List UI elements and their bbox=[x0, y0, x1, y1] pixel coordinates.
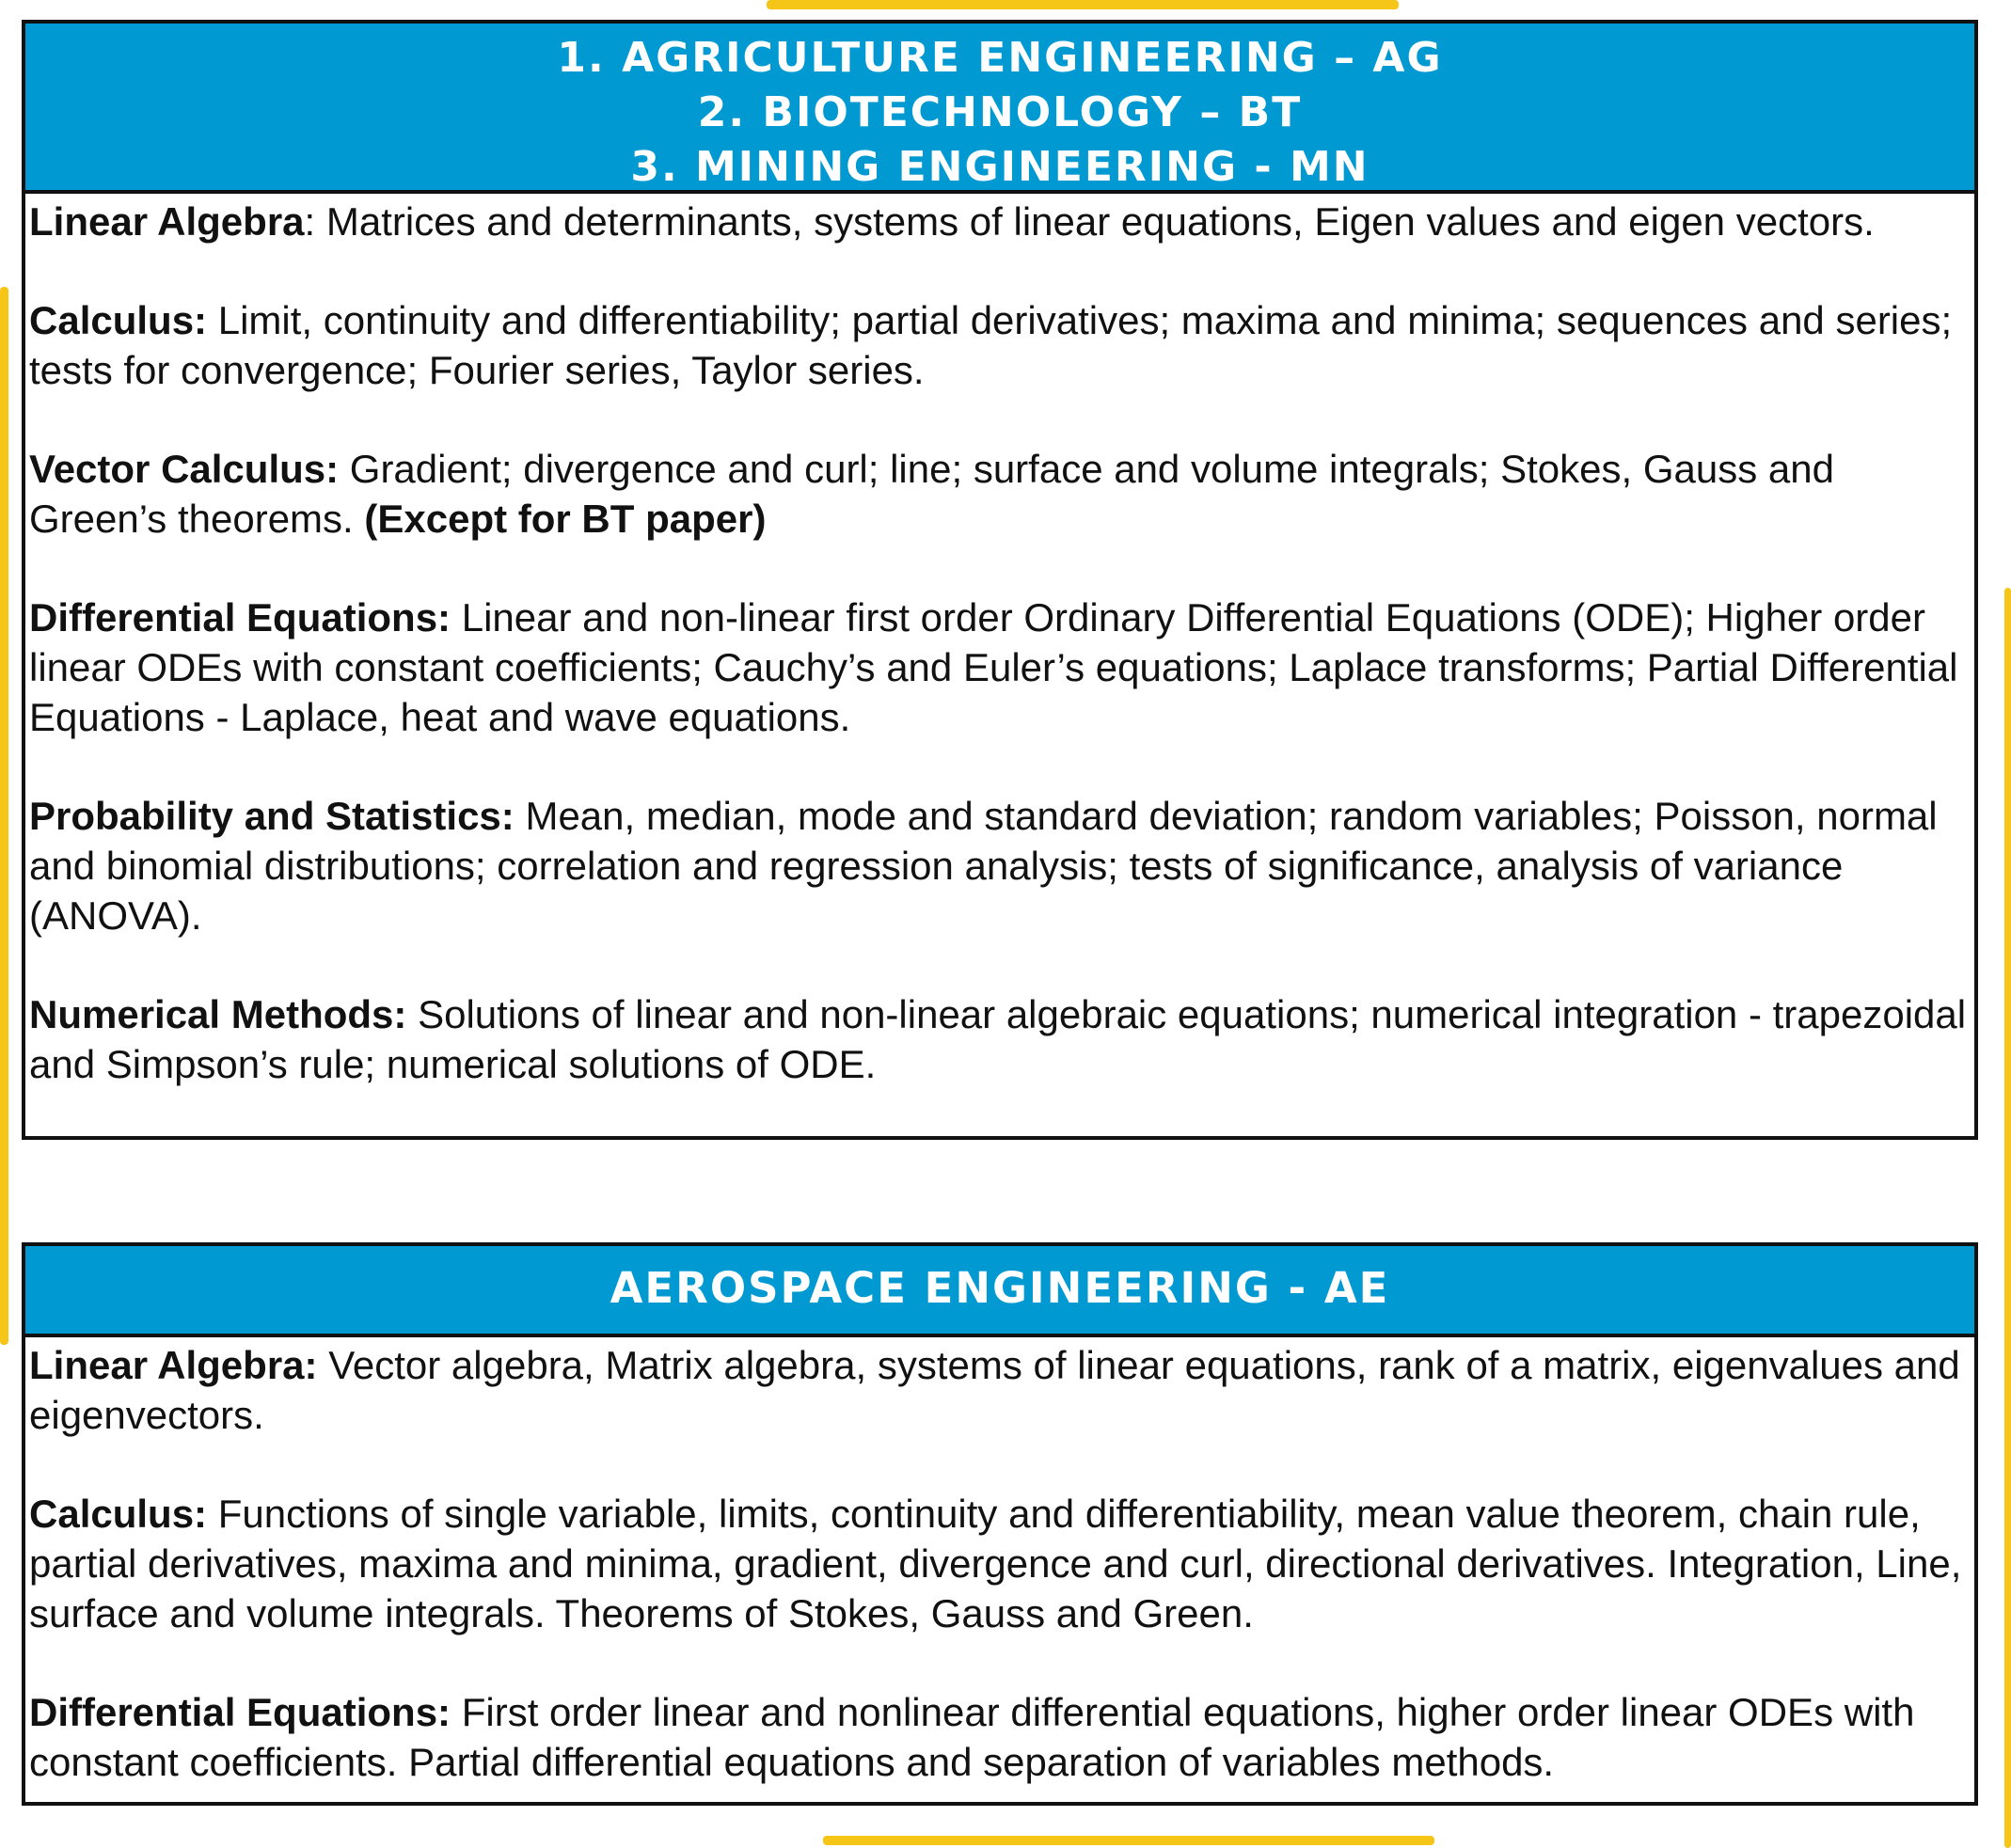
section-header bbox=[25, 1246, 1974, 1337]
header-line-aerospace: AEROSPACE ENGINEERING - AE bbox=[610, 1263, 1390, 1313]
topic-text: Mean, median, mode and standard deviation; random variables; Poisson, normal and binomial distributions; correlation and regression analysis; tests of significance, analysis of variance (ANOVA). bbox=[29, 794, 1938, 938]
topic-vector-calculus bbox=[29, 444, 1967, 544]
topic-calculus bbox=[29, 295, 1967, 395]
syllabus-box-ae bbox=[22, 1242, 1978, 1806]
topic-note-bt-exception: (Except for BT paper) bbox=[364, 497, 767, 541]
decorative-bottom-bar bbox=[823, 1836, 1434, 1845]
topic-title: Calculus: bbox=[29, 1492, 208, 1536]
topic-differential-equations bbox=[29, 1687, 1967, 1787]
header-line-mining: 3. MINING ENGINEERING - MN bbox=[630, 143, 1370, 191]
header-line-agriculture: 1. AGRICULTURE ENGINEERING – AG bbox=[557, 34, 1443, 82]
topic-title: Probability and Statistics: bbox=[29, 794, 515, 838]
topic-title: Numerical Methods: bbox=[29, 992, 407, 1036]
topic-text: First order linear and nonlinear differential equations, higher order linear ODEs with constant coefficients. Partial differential equations and separation of variables methods. bbox=[29, 1690, 1915, 1784]
topic-title: Linear Algebra: bbox=[29, 1343, 318, 1387]
decorative-left-bar bbox=[0, 287, 8, 1345]
topic-separator bbox=[207, 298, 218, 342]
topic-probability-statistics bbox=[29, 791, 1967, 940]
topic-text: Matrices and determinants, systems of linear equations, Eigen values and eigen vectors. bbox=[325, 199, 1875, 244]
topic-linear-algebra bbox=[29, 1340, 1967, 1440]
topic-text: Gradient; divergence and curl; line; surface and volume integrals; Stokes, Gauss and Green’s theorems. bbox=[29, 447, 1834, 541]
topic-separator bbox=[451, 1690, 462, 1734]
topic-linear-algebra bbox=[29, 197, 1967, 246]
topic-separator bbox=[406, 992, 418, 1036]
topic-separator bbox=[451, 595, 462, 640]
topic-text: Functions of single variable, limits, continuity and differentiability, mean value theorem, chain rule, partial derivatives, maxima and minima, gradient, divergence and curl, directional derivatives. Integration, Line, surface and volume integrals. Theorems of Stokes, Gauss and Green. bbox=[29, 1492, 1962, 1635]
decorative-right-bar bbox=[2004, 588, 2011, 1848]
section-header bbox=[25, 24, 1974, 194]
topic-separator bbox=[207, 1492, 218, 1536]
decorative-top-bar bbox=[767, 0, 1399, 9]
topic-title: Linear Algebra bbox=[29, 199, 305, 244]
topic-separator: : bbox=[304, 199, 326, 244]
topic-separator bbox=[515, 794, 526, 838]
topic-text: Solutions of linear and non-linear algebraic equations; numerical integration - trapezoidal and Simpson’s rule; numerical solutions of ODE. bbox=[29, 992, 1967, 1086]
syllabus-box-ag-bt-mn bbox=[22, 20, 1978, 1140]
topic-title: Differential Equations: bbox=[29, 595, 451, 640]
topic-title: Calculus: bbox=[29, 298, 208, 342]
header-line-biotechnology: 2. BIOTECHNOLOGY – BT bbox=[697, 88, 1303, 136]
topic-title: Vector Calculus: bbox=[29, 447, 340, 491]
section-body bbox=[25, 194, 1974, 1089]
topic-text: Vector algebra, Matrix algebra, systems of linear equations, rank of a matrix, eigenvalues and eigenvectors. bbox=[29, 1343, 1960, 1437]
topic-calculus bbox=[29, 1489, 1967, 1638]
topic-title: Differential Equations: bbox=[29, 1690, 451, 1734]
topic-text: Linear and non-linear first order Ordinary Differential Equations (ODE); Higher order linear ODEs with constant coefficients; Cauchy’s and Euler’s equations; Laplace transforms; Partial Differential Equations - Laplace, heat and wave equations. bbox=[29, 595, 1958, 739]
topic-text: Limit, continuity and differentiability; partial derivatives; maxima and minima; sequences and series; tests for convergence; Fourier series, Taylor series. bbox=[29, 298, 1953, 392]
topic-separator bbox=[339, 447, 350, 491]
topic-numerical-methods bbox=[29, 989, 1967, 1089]
topic-separator bbox=[318, 1343, 329, 1387]
topic-differential-equations bbox=[29, 592, 1967, 742]
section-body bbox=[25, 1337, 1974, 1787]
